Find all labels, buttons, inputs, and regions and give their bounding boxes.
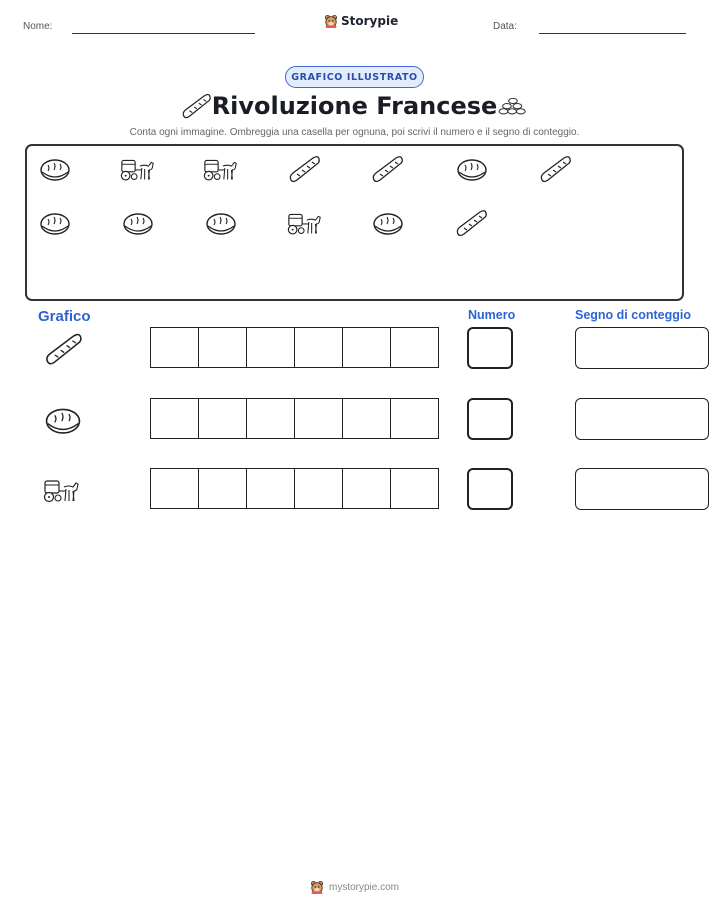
graph-cell[interactable]	[390, 398, 439, 439]
bread-icon	[204, 208, 238, 238]
graph-cell[interactable]	[150, 327, 199, 368]
graph-row-bread	[150, 398, 439, 439]
graph-cell[interactable]	[198, 327, 247, 368]
graph-cell[interactable]	[390, 468, 439, 509]
baguette-icon	[370, 154, 404, 184]
date-field-line[interactable]	[539, 33, 686, 34]
bread-icon	[371, 208, 405, 238]
number-box[interactable]	[467, 398, 513, 440]
graph-cell[interactable]	[246, 398, 295, 439]
carriage-icon	[42, 472, 82, 508]
tally-box[interactable]	[575, 398, 709, 440]
graph-cell[interactable]	[342, 327, 391, 368]
footer-url[interactable]: mystorypie.com	[328, 881, 399, 893]
coins-icon	[498, 94, 528, 120]
bread-icon	[43, 402, 83, 438]
graph-cell[interactable]	[390, 327, 439, 368]
instructions: Conta ogni immagine. Ombreggia una casella per ognuna, poi scrivi il numero e il segno di conteggio.	[129, 127, 580, 138]
baguette-icon	[287, 154, 321, 184]
graph-cell[interactable]	[150, 398, 199, 439]
name-label: Nome:	[23, 21, 53, 32]
carriage-icon	[119, 154, 157, 184]
tally-box[interactable]	[575, 327, 709, 369]
graph-cell[interactable]	[246, 327, 295, 368]
bear-logo-icon	[310, 880, 324, 894]
graph-title: Grafico	[38, 308, 91, 325]
bread-icon	[455, 154, 489, 184]
brand-logo	[324, 14, 398, 28]
tally-header: Segno di conteggio	[575, 308, 691, 322]
graph-cell[interactable]	[342, 468, 391, 509]
bread-icon	[38, 208, 72, 238]
graph-cell[interactable]	[246, 468, 295, 509]
carriage-icon	[286, 208, 324, 238]
graph-row-carriage	[150, 468, 439, 509]
brand-name: Storypie	[341, 14, 399, 28]
graph-cell[interactable]	[294, 327, 343, 368]
carriage-icon	[202, 154, 240, 184]
number-box[interactable]	[467, 468, 513, 510]
date-label: Data:	[493, 21, 517, 32]
tally-box[interactable]	[575, 468, 709, 510]
baguette-icon	[43, 331, 83, 367]
worksheet-type-badge: GRAFICO ILLUSTRATO	[285, 66, 424, 88]
graph-cell[interactable]	[294, 468, 343, 509]
bear-logo-icon	[324, 14, 338, 28]
baguette-icon	[538, 154, 572, 184]
graph-row-baguette	[150, 327, 439, 368]
graph-cell[interactable]	[342, 398, 391, 439]
number-box[interactable]	[467, 327, 513, 369]
name-field-line[interactable]	[72, 33, 255, 34]
picture-box	[25, 144, 684, 301]
graph-cell[interactable]	[198, 398, 247, 439]
bread-icon	[38, 154, 72, 184]
baguette-icon	[454, 208, 488, 238]
page-title: Rivoluzione Francese	[211, 92, 498, 120]
bread-icon	[121, 208, 155, 238]
graph-cell[interactable]	[150, 468, 199, 509]
number-header: Numero	[468, 308, 516, 322]
footer	[0, 880, 709, 894]
graph-cell[interactable]	[198, 468, 247, 509]
graph-cell[interactable]	[294, 398, 343, 439]
